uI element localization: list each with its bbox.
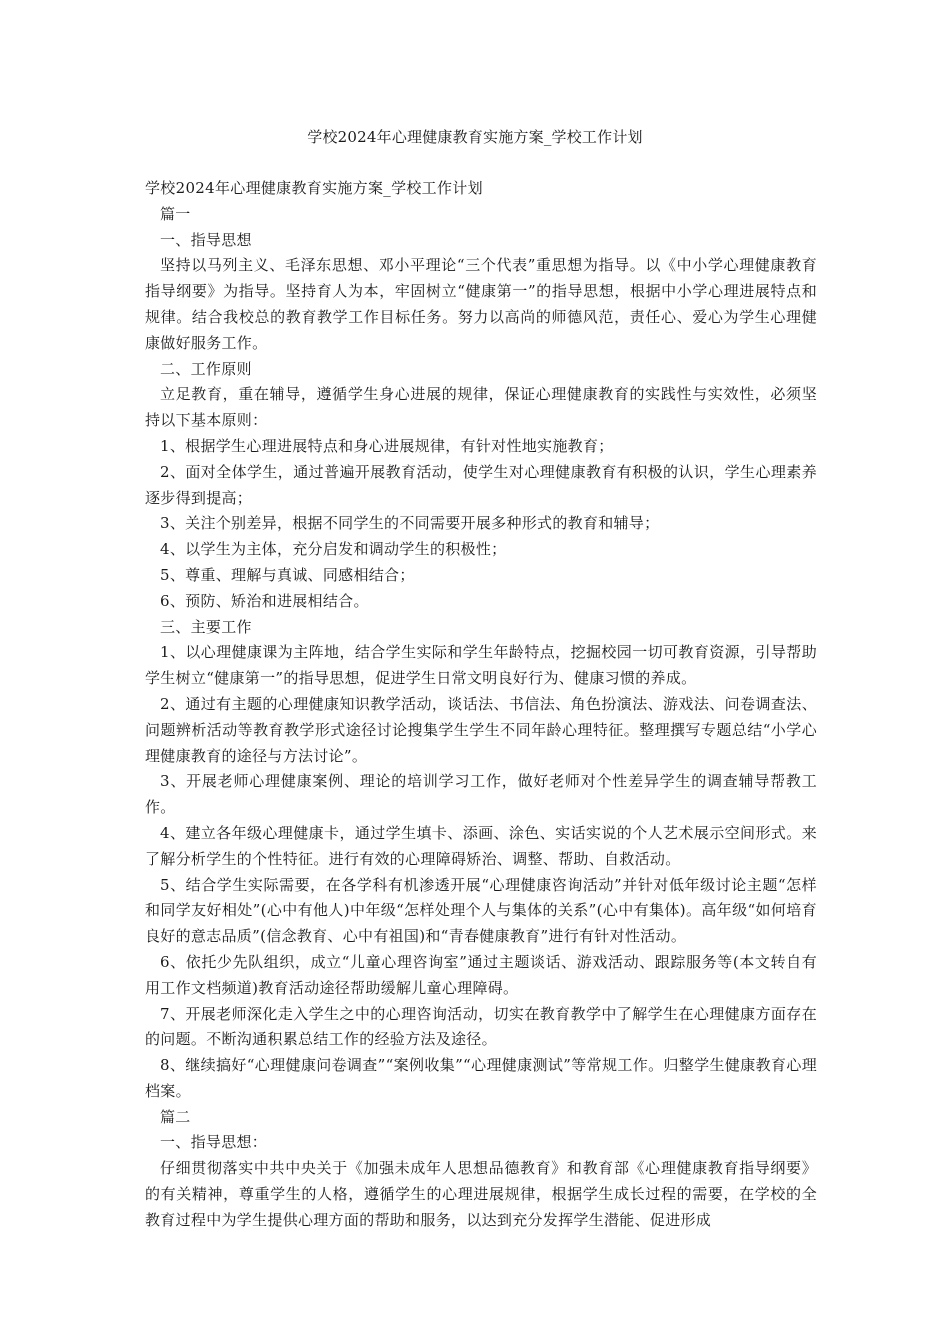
paragraph: 5、尊重、理解与真诚、同感相结合； [160, 565, 415, 584]
page-title: 学校2024年心理健康教育实施方案_学校工作计划 [307, 128, 643, 146]
paragraph: 3、关注个别差异，根据不同学生的不同需要开展多种形式的教育和辅导； [160, 514, 660, 533]
document-body [145, 176, 817, 1234]
paragraph: 立足教育，重在辅导，遵循学生身心进展的规律，保证心理健康教育的实践性与实效性，必须坚持以下基本原则： [145, 385, 817, 430]
paragraph: 篇一 [160, 204, 191, 223]
paragraph: 2、通过有主题的心理健康知识教学活动，谈话法、书信法、角色扮演法、游戏法、问卷调查法、问题辨析活动等教育教学形式途径讨论搜集学生学生不同年龄心理特征。整理撰写专题总结“小学心理健康教育的途径与方法讨论”。 [145, 694, 817, 765]
paragraph: 三、主要工作 [160, 617, 252, 636]
paragraph: 7、开展老师深化走入学生之中的心理咨询活动，切实在教育教学中了解学生在心理健康方面存在的问题。不断沟通积累总结工作的经验方法及途径。 [145, 1004, 817, 1049]
paragraph: 篇二 [160, 1107, 191, 1126]
paragraph: 5、结合学生实际需要，在各学科有机渗透开展“心理健康咨询活动”并针对低年级讨论主题“怎样和同学友好相处”(心中有他人)中年级“怎样处理个人与集体的关系”(心中有集体)。高年级“如何培育良好的意志品质”(信念教育、心中有祖国)和“青春健康教育”进行有针对性活动。 [145, 875, 817, 946]
paragraph: 3、开展老师心理健康案例、理论的培训学习工作，做好老师对个性差异学生的调查辅导帮教工作。 [145, 772, 817, 817]
paragraph: 1、以心理健康课为主阵地，结合学生实际和学生年龄特点，挖掘校园一切可教育资源，引导帮助学生树立“健康第一”的指导思想，促进学生日常文明良好行为、健康习惯的养成。 [145, 643, 817, 688]
paragraph: 仔细贯彻落实中共中央关于《加强未成年人思想品德教育》和教育部《心理健康教育指导纲要》的有关精神，尊重学生的人格，遵循学生的心理进展规律，根据学生成长过程的需要，在学校的全教育过程中为学生提供心理方面的帮助和服务，以达到充分发挥学生潜能、促进形成 [145, 1159, 817, 1229]
paragraph: 8、继续搞好“心理健康问卷调查”“案例收集”“心理健康测试”等常规工作。归整学生健康教育心理档案。 [145, 1056, 817, 1100]
paragraph: 二、工作原则 [160, 359, 252, 378]
paragraph: 学校2024年心理健康教育实施方案_学校工作计划 [145, 179, 483, 197]
paragraph: 1、根据学生心理进展特点和身心进展规律，有针对性地实施教育； [160, 436, 614, 455]
paragraph: 6、预防、矫治和进展相结合。 [160, 591, 369, 610]
paragraph: 一、指导思想 [160, 230, 252, 249]
paragraph: 6、依托少先队组织，成立“儿童心理咨询室”通过主题谈话、游戏活动、跟踪服务等(本文转自有用工作文档频道)教育活动途径帮助缓解儿童心理障碍。 [145, 952, 817, 997]
paragraph: 一、指导思想： [160, 1133, 268, 1152]
paragraph: 坚持以马列主义、毛泽东思想、邓小平理论“三个代表”重思想为指导。以《中小学心理健康教育指导纲要》为指导。坚持育人为本，牢固树立“健康第一”的指导思想，根据中小学心理进展特点和规律。结合我校总的教育教学工作目标任务。努力以高尚的师德风范，责任心、爱心为学生心理健康做好服务工作。 [145, 256, 817, 352]
paragraph: 2、面对全体学生，通过普遍开展教育活动，使学生对心理健康教育有积极的认识，学生心理素养逐步得到提高； [145, 462, 817, 507]
paragraph: 4、以学生为主体，充分启发和调动学生的积极性； [160, 540, 507, 559]
paragraph: 4、建立各年级心理健康卡，通过学生填卡、添画、涂色、实话实说的个人艺术展示空间形式。来了解分析学生的个性特征。进行有效的心理障碍矫治、调整、帮助、自救活动。 [145, 823, 817, 868]
